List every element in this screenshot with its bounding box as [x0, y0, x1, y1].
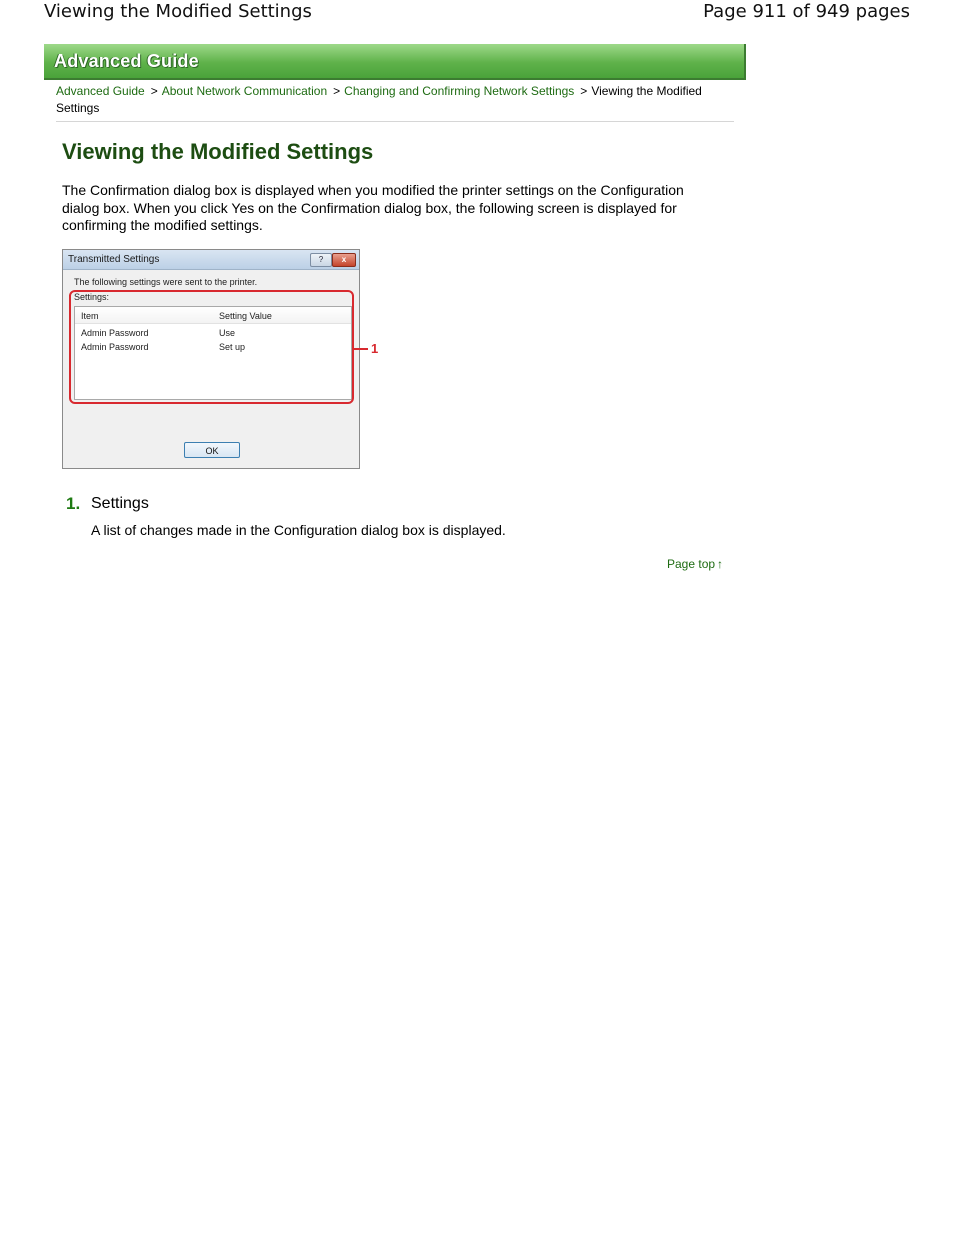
column-header-setting-value: Setting Value — [219, 311, 272, 321]
breadcrumb-link-changing-settings[interactable]: Changing and Confirming Network Settings — [344, 84, 575, 98]
list-item-value: Use — [219, 328, 236, 338]
arrow-up-icon: ↑ — [717, 557, 724, 571]
breadcrumb-separator: > — [333, 84, 341, 98]
breadcrumb-current: Viewing the Modified Settings — [56, 84, 702, 115]
list-item-name: Admin Password — [81, 328, 149, 338]
banner-label: Advanced Guide — [54, 51, 199, 71]
breadcrumb-separator: > — [150, 84, 158, 98]
list-item-name: Admin Password — [81, 342, 149, 352]
transmitted-settings-dialog-screenshot — [62, 249, 360, 469]
item-number: 1. — [66, 494, 81, 513]
help-icon: ? — [310, 253, 332, 267]
page-top-link[interactable] — [667, 557, 723, 571]
item-description: A list of changes made in the Configuration dialog box is displayed. — [91, 522, 506, 538]
dialog-message: The following settings were sent to the printer. — [74, 277, 258, 287]
page-header — [44, 0, 910, 26]
list-item-value: Set up — [219, 342, 246, 352]
settings-label: Settings: — [74, 292, 110, 302]
dialog-title: Transmitted Settings — [68, 254, 160, 265]
close-icon: x — [332, 253, 356, 267]
breadcrumb — [56, 83, 734, 122]
document-title: Viewing the Modified Settings — [44, 1, 312, 22]
intro-paragraph: The Confirmation dialog box is displayed when you modified the printer settings on the Configuration dialog box. When you click Yes on the Confirmation dialog box, the following screen is displayed for confirming the modified settings. — [62, 182, 684, 233]
callout-number: 1 — [371, 341, 379, 356]
callout-line — [354, 348, 368, 350]
page-title: Viewing the Modified Settings — [62, 139, 374, 164]
item-title: Settings — [91, 495, 149, 512]
page-counter: Page 911 of 949 pages — [703, 1, 910, 22]
dialog-title-bar — [63, 250, 359, 270]
breadcrumb-link-advanced-guide[interactable]: Advanced Guide — [56, 84, 145, 98]
advanced-guide-banner — [44, 44, 746, 80]
breadcrumb-separator: > — [580, 84, 588, 98]
ok-button: OK — [184, 442, 240, 458]
page-top-label: Page top — [667, 557, 716, 571]
column-header-item: Item — [81, 311, 99, 321]
callout-highlight-box — [69, 290, 354, 404]
breadcrumb-link-network-communication[interactable]: About Network Communication — [161, 84, 328, 98]
